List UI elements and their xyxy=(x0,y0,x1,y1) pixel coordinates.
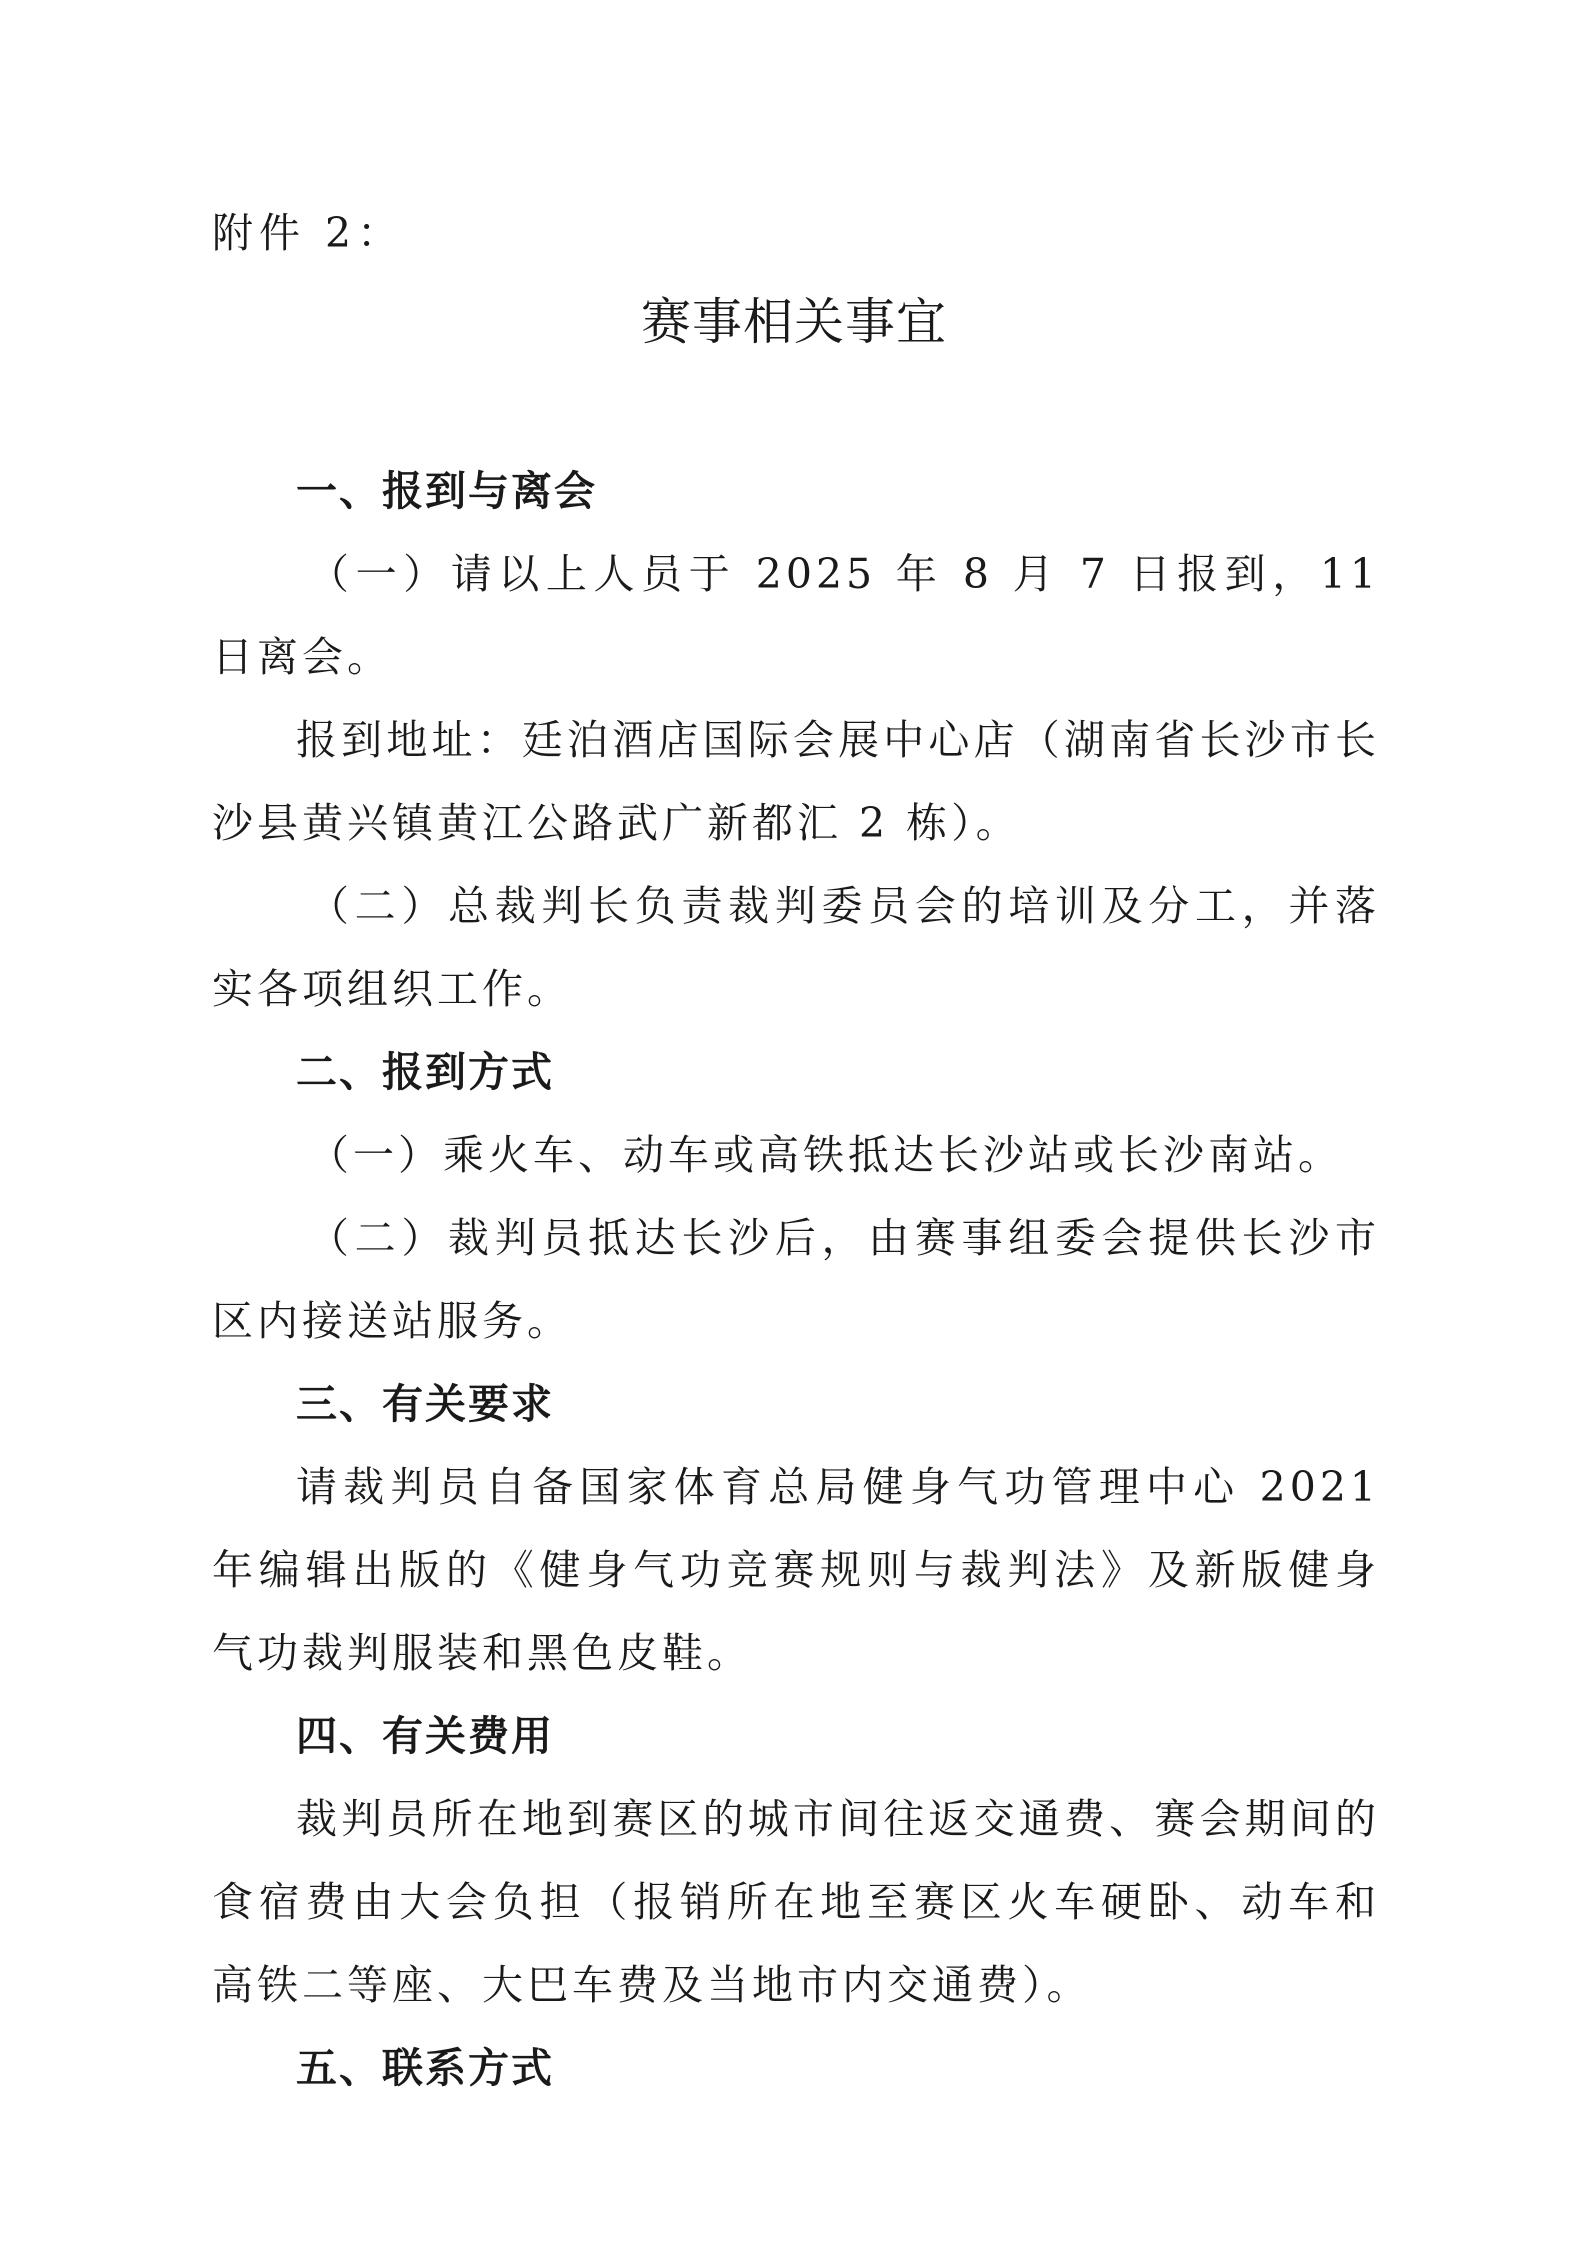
section-heading-4: 四、有关费用 xyxy=(296,1712,554,1760)
section-heading-5: 五、联系方式 xyxy=(296,2044,554,2092)
section-heading-1: 一、报到与离会 xyxy=(296,467,597,515)
section-4-paragraph-1: 裁判员所在地到赛区的城市间往返交通费、赛会期间的食宿费由大会负担（报销所在地至赛区火车硬卧、动车和高铁二等座、大巴车费及当地市内交通费）。 xyxy=(212,1795,1380,2009)
section-1-paragraph-3: （二）总裁判长负责裁判委员会的培训及分工，并落实各项组织工作。 xyxy=(212,882,1380,1013)
document-title: 赛事相关事宜 xyxy=(641,293,947,351)
section-1-paragraph-2: 报到地址：廷泊酒店国际会展中心店（湖南省长沙市长沙县黄兴镇黄江公路武广新都汇 2 栋）。 xyxy=(212,716,1380,847)
document-body xyxy=(212,450,1380,2110)
section-2-paragraph-1: （一）乘火车、动车或高铁抵达长沙站或长沙南站。 xyxy=(308,1131,1343,1179)
section-1-paragraph-1: （一）请以上人员于 2025 年 8 月 7 日报到，11 日离会。 xyxy=(212,550,1380,681)
section-heading-2: 二、报到方式 xyxy=(296,1048,554,1096)
section-2-paragraph-2: （二）裁判员抵达长沙后，由赛事组委会提供长沙市区内接送站服务。 xyxy=(212,1214,1380,1345)
section-3-paragraph-1: 请裁判员自备国家体育总局健身气功管理中心 2021 年编辑出版的《健身气功竞赛规则与裁判法》及新版健身气功裁判服装和黑色皮鞋。 xyxy=(212,1463,1380,1677)
section-heading-3: 三、有关要求 xyxy=(296,1380,554,1428)
annex-label: 附件 2： xyxy=(212,209,405,257)
